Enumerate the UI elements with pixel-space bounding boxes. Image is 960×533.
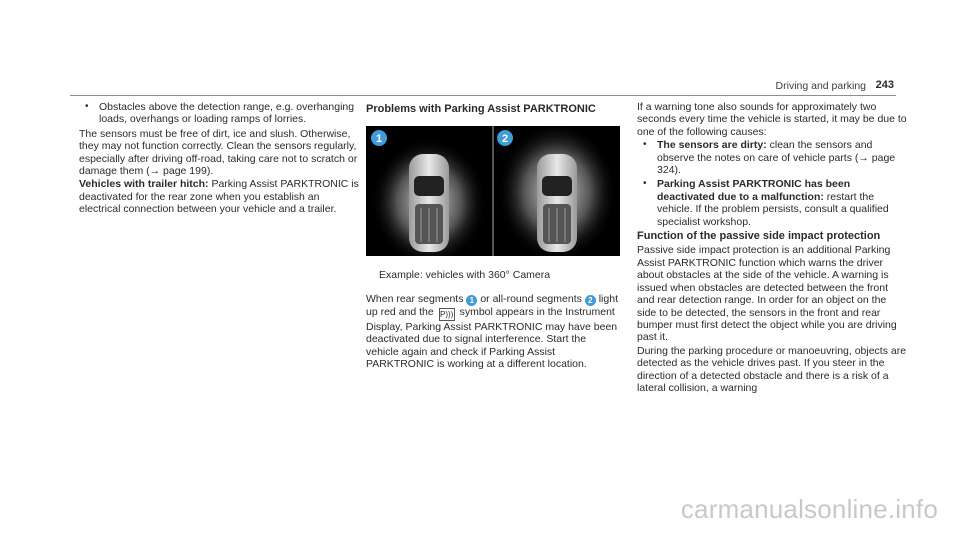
sensor-cleaning-paragraph: The sensors must be free of dirt, ice and slush. Otherwise, they may not function correctly. Clean the sensors regularly, especially after driving off-road, taking care not to scratch or damage them (→ page 199). [79,127,358,178]
bullet-icon: • [643,139,647,151]
cause-text: clean the sensors and observe the notes on care of vehicle parts (→ page 324). [657,139,896,177]
list-item [79,101,362,126]
warning-explanation [366,293,621,371]
trailer-text: Parking Assist PARKTRONIC is deactivated for the rear zone when you establish an electrical connection between your vehicle and a trailer. [79,178,359,216]
text-run: light up red and the [366,293,618,318]
marker-2-badge: 2 [585,295,596,306]
section-heading: Function of the passive side impact protection [637,230,881,243]
column-left [79,101,362,217]
trailer-label: Vehicles with trailer hitch: [79,178,209,191]
parking-procedure-paragraph: During the parking procedure or manoeuvring, objects are detected as the vehicle drives past. If you steer in the direction of a detected obstacle and there is a risk of a lateral collision, a warning [637,344,907,394]
cause-label: The sensors are dirty: [657,139,767,152]
list-item [637,178,907,228]
text-run: symbol appears in the Instrument Display, Parking Assist PARKTRONIC may have been deactivated due to signal interference. Start the vehicle again and check if Parking Assist PARKTRONIC is working at a different location. [366,306,618,371]
marker-1-label: 1 [375,133,383,145]
list-item [637,139,907,176]
column-right [637,101,907,395]
bullet-icon: • [85,101,89,112]
section-heading: Problems with Parking Assist PARKTRONIC [366,103,596,115]
cause-text: restart the vehicle. If the problem persists, consult a qualified specialist workshop. [657,190,889,228]
cause-label: Parking Assist PARKTRONIC has been deactivated due to a malfunction: [657,178,851,203]
marker-1-badge: 1 [466,295,477,306]
parktronic-symbol-icon: P))) [439,310,454,319]
column-middle [366,101,621,117]
page-header [0,0,960,98]
text-run: or all-round segments [480,293,582,305]
bullet-icon: • [643,178,647,190]
header-rule [70,95,896,96]
text-run: When rear segments [366,293,464,305]
bullet-text: Obstacles above the detection range, e.g. overhanging loads, overhangs or loading ramps of lorries. [99,101,355,126]
page-number: 243 [875,79,894,91]
side-impact-paragraph: Passive side impact protection is an additional Parking Assist PARKTRONIC function which warns the driver about obstacles at the side of the vehicle. A warning is issued when obstacles are detected between the front and rear detection range. In order for an object on the side to be detected, the sensors in the front and rear bumper must first detect the object while you are driving past it. [637,244,897,344]
section-title: Driving and parking [775,80,866,92]
warning-tone-intro: If a warning tone also sounds for approximately two seconds every time the vehicle is started, it may be due to one of the following causes: [637,101,907,138]
figure-caption: Example: vehicles with 360° Camera [379,269,551,281]
parking-camera-illustration [366,126,620,256]
marker-2-label: 2 [501,133,509,145]
camera-figure-svg [366,126,620,256]
watermark: carmanualsonline.info [680,494,938,524]
trailer-paragraph [79,178,362,215]
